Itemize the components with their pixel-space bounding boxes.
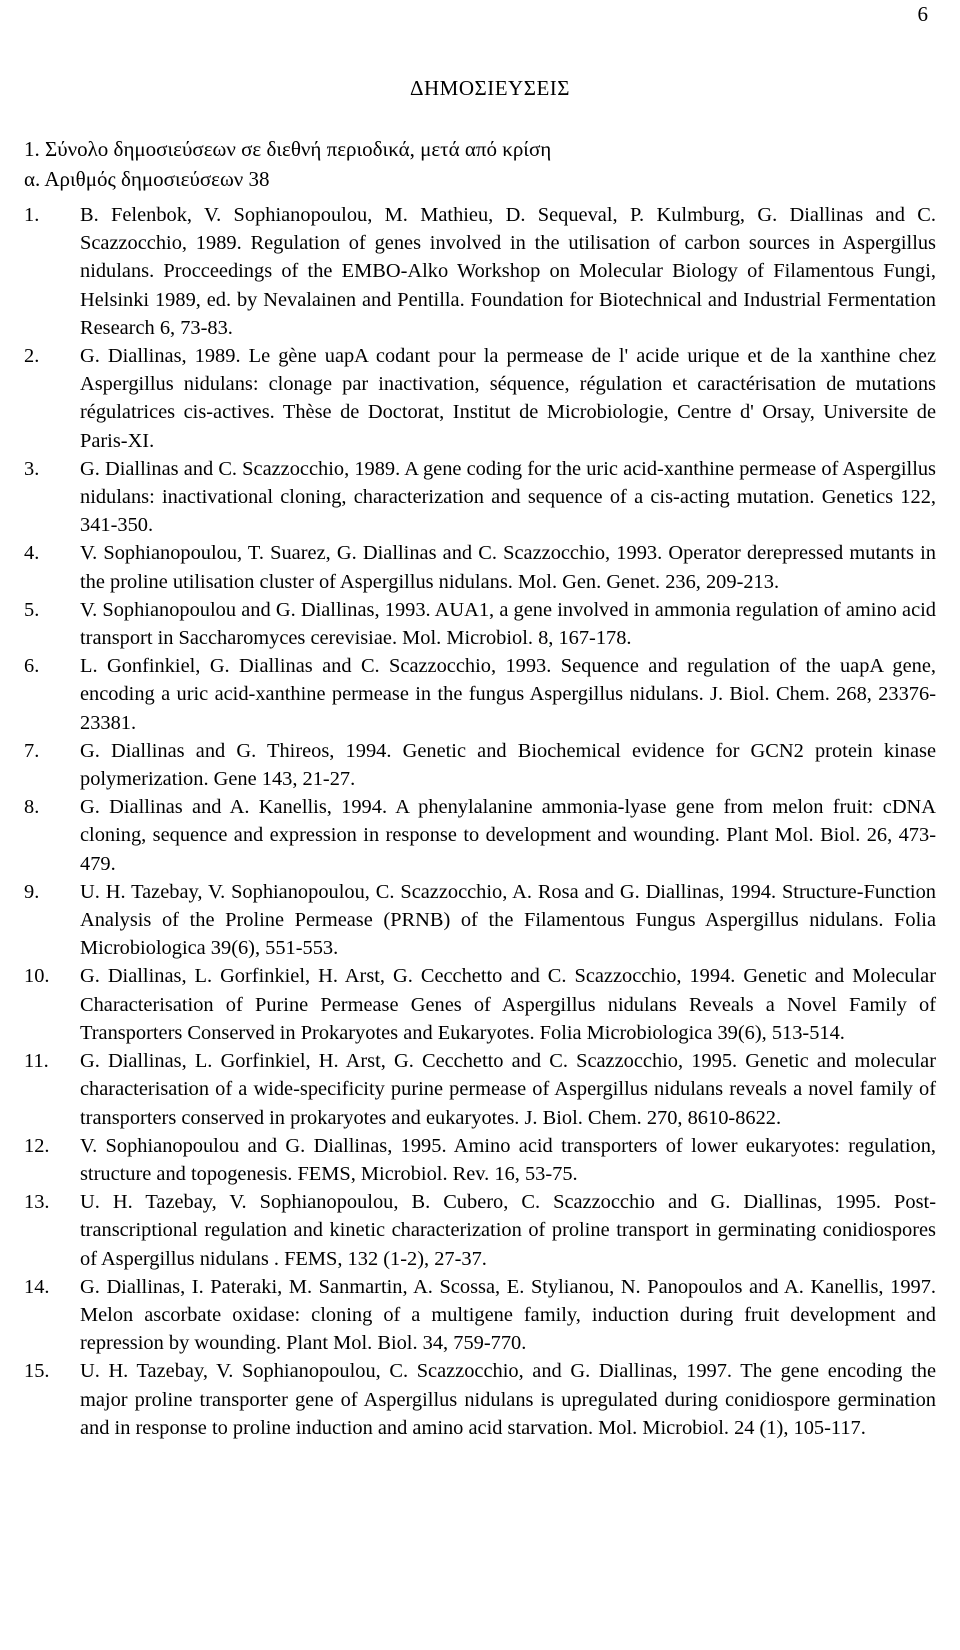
publication-item	[24, 1357, 936, 1442]
publication-number: 12.	[24, 1134, 50, 1157]
publication-item	[24, 596, 936, 652]
publication-number: 6.	[24, 655, 40, 678]
publication-text: G. Diallinas, I. Pateraki, M. Sanmartin, A. Scossa, E. Stylianou, N. Panopoulos and A. Kanellis, 1997. Melon ascorbate oxidase: cloning of a multigene family, induction during fruit development and repression by wounding. Plant Mol. Biol. 34, 759-770.	[80, 1275, 936, 1355]
publication-item	[24, 1273, 936, 1358]
publication-item	[24, 652, 936, 737]
intro-count: α. Αριθμός δημοσιεύσεων 38	[24, 167, 270, 191]
publication-item	[24, 962, 936, 1047]
publication-item	[24, 793, 936, 878]
publication-item	[24, 878, 936, 963]
publication-number: 8.	[24, 796, 40, 819]
publication-item	[24, 1188, 936, 1273]
publication-text: G. Diallinas, L. Gorfinkiel, H. Arst, G. Cecchetto and C. Scazzocchio, 1994. Genetic and Molecular Characterisation of Purine Permease Genes of Aspergillus nidulans Reveals a Novel Family of Transporters Conserved in Prokaryotes and Eukaryotes. Folia Microbiologica 39(6), 513-514.	[80, 965, 936, 1044]
publication-text: G. Diallinas and C. Scazzocchio, 1989. A gene coding for the uric acid-xanthine permease of Aspergillus nidulans: inactivational cloning, characterization and sequence of a cis-acting mutation. Genetics 122, 341-350.	[80, 457, 936, 537]
publication-number: 14.	[24, 1275, 50, 1298]
publication-item	[24, 737, 936, 793]
page-number: 6	[917, 2, 928, 26]
intro-heading: 1. Σύνολο δημοσιεύσεων σε διεθνή περιοδικά, μετά από κρίση	[24, 137, 552, 161]
publication-item	[24, 539, 936, 595]
publication-text: U. H. Tazebay, V. Sophianopoulou, C. Scazzocchio, A. Rosa and G. Diallinas, 1994. Structure-Function Analysis of the Proline Permease (PRNB) of the Filamentous Fungus Aspergillus nidulans. Folia Microbiologica 39(6), 551-553.	[80, 880, 936, 960]
publication-number: 7.	[24, 739, 40, 762]
publication-list	[24, 201, 936, 1442]
publication-number: 11.	[24, 1050, 49, 1073]
intro-section	[24, 134, 551, 194]
publication-number: 3.	[24, 457, 40, 480]
publication-item	[24, 1047, 936, 1132]
publication-item	[24, 201, 936, 342]
publication-text: U. H. Tazebay, V. Sophianopoulou, C. Scazzocchio, and G. Diallinas, 1997. The gene encoding the major proline transporter gene of Aspergillus nidulans is upregulated during conidiospore germination and in response to proline induction and amino acid starvation. Mol. Microbiol. 24 (1), 105-117.	[80, 1360, 936, 1439]
publication-text: G. Diallinas and G. Thireos, 1994. Genetic and Biochemical evidence for GCN2 protein kinase polymerization. Gene 143, 21-27.	[80, 739, 936, 791]
publication-number: 9.	[24, 880, 40, 903]
publication-text: V. Sophianopoulou and G. Diallinas, 1993. AUA1, a gene involved in ammonia regulation of amino acid transport in Saccharomyces cerevisiae. Mol. Microbiol. 8, 167-178.	[80, 598, 936, 650]
publication-number: 10.	[24, 965, 50, 988]
publication-number: 1.	[24, 204, 40, 226]
publication-text: U. H. Tazebay, V. Sophianopoulou, B. Cubero, C. Scazzocchio and G. Diallinas, 1995. Post-transcriptional regulation and kinetic characterization of proline transport in germinating conidiospores of Aspergillus nidulans . FEMS, 132 (1-2), 27-37.	[80, 1191, 936, 1270]
publication-text: G. Diallinas, 1989. Le gène uapA codant pour la permease de l' acide urique et de la xanthine chez Aspergillus nidulans: clonage par inactivation, séquence, régulation et caractérisation de mutations régulatrices cis-actives. Thèse de Doctorat, Institut de Microbiologie, Centre d' Orsay, Universite de Paris-XI.	[80, 345, 936, 452]
publication-text: G. Diallinas, L. Gorfinkiel, H. Arst, G. Cecchetto and C. Scazzocchio, 1995. Genetic and molecular characterisation of a wide-specificity purine permease of Aspergillus nidulans reveals a novel family of transporters conserved in prokaryotes and eukaryotes. J. Biol. Chem. 270, 8610-8622.	[80, 1050, 936, 1129]
publication-text: V. Sophianopoulou and G. Diallinas, 1995. Amino acid transporters of lower eukaryotes: regulation, structure and topogenesis. FEMS, Microbiol. Rev. 16, 53-75.	[80, 1134, 936, 1185]
publication-text: V. Sophianopoulou, T. Suarez, G. Diallinas and C. Scazzocchio, 1993. Operator derepressed mutants in the proline utilisation cluster of Aspergillus nidulans. Mol. Gen. Genet. 236, 209-213.	[80, 542, 936, 593]
publication-number: 13.	[24, 1191, 50, 1214]
publication-number: 4.	[24, 542, 40, 565]
publication-item	[24, 342, 936, 455]
publication-text: B. Felenbok, V. Sophianopoulou, M. Mathieu, D. Sequeval, P. Kulmburg, G. Diallinas and C. Scazzocchio, 1989. Regulation of genes involved in the utilisation of carbon sources in Aspergillus nidulans. Procceedings of the EMBO-Alko Workshop on Molecular Biology of Filamentous Fungi, Helsinki 1989, ed. by Nevalainen and Pentilla. Foundation for Biotechnical and Industrial Fermentation Research 6, 73-83.	[80, 204, 936, 339]
publication-item	[24, 455, 936, 540]
publication-item	[24, 1132, 936, 1188]
page-title: ΔΗΜΟΣΙΕΥΣΕΙΣ	[410, 76, 570, 100]
publication-number: 5.	[24, 598, 40, 621]
publication-number: 2.	[24, 345, 40, 368]
publication-number: 15.	[24, 1360, 50, 1383]
publication-text: L. Gonfinkiel, G. Diallinas and C. Scazzocchio, 1993. Sequence and regulation of the uapA gene, encoding a uric acid-xanthine permease in the fungus Aspergillus nidulans. J. Biol. Chem. 268, 23376-23381.	[80, 655, 936, 734]
publication-text: G. Diallinas and A. Kanellis, 1994. A phenylalanine ammonia-lyase gene from melon fruit: cDNA cloning, sequence and expression in response to development and wounding. Plant Mol. Biol. 26, 473-479.	[80, 796, 936, 875]
